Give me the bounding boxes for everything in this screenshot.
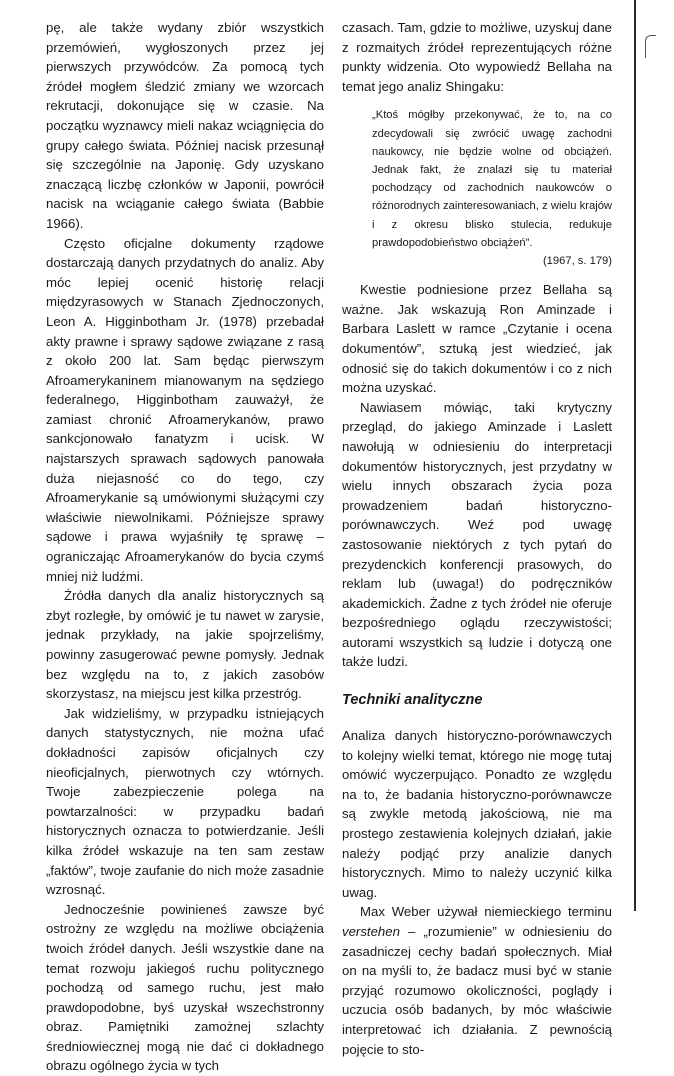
paragraph [342,902,612,1059]
paragraph: pę, ale także wydany zbiór wszystkich przemówień, wygłoszonych przez jej pierwszych przywódców. Za pomocą tych źródeł mogłem śledzić zmiany we wzorcach rekrutacji, dokonujące się w czasie. Na początku wyznawcy mieli nakaz wciągnięcia do grupy całego świata. Później nacisk przesunął się szczególnie na Japonię. Gdy uzyskano znaczącą liczbę członków w Japonii, powrócił nacisk na wciąganie całego świata (Babbie 1966). [46,20,324,231]
paragraph: czasach. Tam, gdzie to możliwe, uzyskuj dane z rozmaitych źródeł reprezentujących różne punkty widzenia. Oto wypowiedź Bellaha na temat jego analiz Shingaku: [342,20,612,94]
page-edge-line [634,0,636,911]
block-quote [372,106,612,270]
paragraph: Kwestie podniesione przez Bellaha są ważne. Jak wskazują Ron Aminzade i Barbara Laslett w ramce „Czytanie i ocena dokumentów”, sztuką jest wiedzieć, jak odnosić się do takich dokumentów i co z nich można uzyskać. [342,282,612,396]
section-heading: Techniki analityczne [342,692,483,709]
text-run: Max Weber używał niemieckiego terminu [360,904,612,920]
quote-citation: (1967, s. 179) [542,255,612,267]
right-column [342,18,612,1059]
text-run: – „rozumienie” w odniesieniu do zasadniczej cechy badań społecznych. Miał on na myśli to, że badacz musi być w stanie przyjąć rozumowo okoliczności, poglądy i uczucia osób badanych, by móc właściwie interpretować ich działania. Z pewnością pojęcie to sto- [342,924,612,1057]
paragraph: Często oficjalne dokumenty rządowe dostarczają danych przydatnych do analiz. Aby móc lepiej ocenić historię relacji międzyrasowych w Stanach Zjednoczonych, Leon A. Higginbotham Jr. (1978) przebadał akty prawne i sprawy sądowe związane z rasą z około 200 lat. Sam będąc pierwszym Afroamerykaninem mianowanym na sędziego federalnego, Higginbotham zauważył, że zamiast chronić Afroamerykanów, prawo sankcjonowało fanatyzm i ucisk. W najstarszych sprawach sądowych panowała duża niejasność co do tego, czy Afroamerykanie są umówionymi służącymi czy właściwie niewolnikami. Późniejsze sprawy sądowe i prawa wyjaśniły tę sprawę – ograniczając Afroamerykanów do bycia czymś mniej niż ludźmi. [46,235,324,584]
paragraph: Nawiasem mówiąc, taki krytyczny przegląd, do jakiego Aminzade i Laslett nawołują w odniesieniu do interpretacji dokumentów historycznych, jest przydatny w wielu innych obszarach życia poza prowadzeniem badań historyczno-porównawczych. Weź pod uwagę zastosowanie niektórych z tych pytań do prezydenckich konferencji prasowych, do reklam lub (uwaga!) do podręczników akademickich. Żadne z tych źródeł nie oferuje bezpośredniego oglądu rzeczywistości; autorami wszystkich są ludzie i dotyczą one także ludzi. [342,399,612,670]
left-column [46,18,324,1076]
paragraph: Źródła danych dla analiz historycznych są zbyt rozległe, by omówić je tu nawet w zarysie, jednak przykłady, na jakie spojrzeliśmy, powinny zasugerować pewne pomysły. Jednak bez względu na to, z jakich zasobów skorzystasz, na miejscu jest kilka przestróg. [46,588,324,702]
quote-text: „Ktoś mógłby przekonywać, że to, na co zdecydowali się zwrócić uwagę zachodni naukowcy, nie będzie wolne od obciążeń. Jednak fakt, że znalazł się tu materiał pochodzący od zachodnich naukowców o różnorodnych zainteresowaniach, z wielu krajów i z okresu blisko stulecia, redukuje prawdopodobieństwo obciążeń”. [372,109,612,249]
paragraph: Analiza danych historyczno-porównawczych to kolejny wielki temat, którego nie mogę tutaj omówić wyczerpująco. Ponadto ze względu na to, że badania historyczno-porównawcze są zwykle metodą jakościową, nie ma prostego zestawienia kolejnych działań, jakie należy podjąć przy analizie danych historycznych. Mimo to należy uczynić kilka uwag. [342,728,612,900]
italic-term: verstehen [342,924,400,940]
paragraph: Jednocześnie powinieneś zawsze być ostrożny ze względu na możliwe obciążenia twoich źródeł danych. Jeśli wszystkie dane na temat rozwoju jakiegoś ruchu politycznego pochodzą od samego ruchu, jest mało prawdopodobne, byś uzyskał wszechstronny obraz. Pamiętniki zamożnej szlachty średniowiecznej mogą nie dać ci dokładnego obrazu ogólnego życia w tych [46,901,324,1074]
paragraph: Jak widzieliśmy, w przypadku istniejących danych statystycznych, nie można ufać dokładności zapisów oficjalnych czy nieoficjalnych, pierwotnych czy wtórnych. Twoje zabezpieczenie polega na powtarzalności: w przypadku badań historycznych oznacza to potwierdzanie. Jeśli kilka źródeł wskazuje na ten sam zestaw „faktów”, twoje zaufanie do nich może zasadnie wzrosnąć. [46,705,324,898]
page-edge-mark [645,35,656,58]
